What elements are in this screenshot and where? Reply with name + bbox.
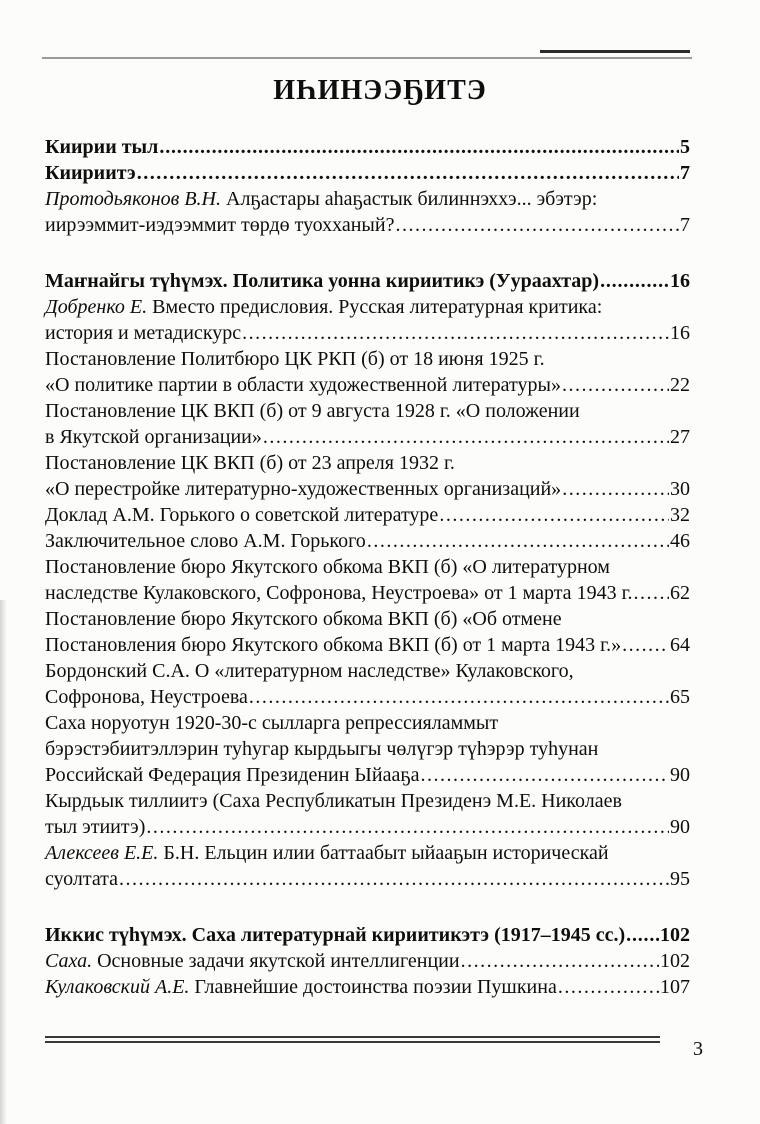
toc-line bbox=[45, 580, 690, 606]
toc-text-segment: Киириитэ bbox=[45, 162, 136, 184]
toc-page-number: 102 bbox=[660, 924, 690, 946]
toc-list bbox=[45, 134, 690, 1000]
dot-leader bbox=[249, 684, 669, 710]
toc-page-number: 16 bbox=[670, 270, 690, 292]
toc-line bbox=[45, 294, 690, 320]
toc-entry-text bbox=[45, 948, 460, 974]
toc-text-segment: Постановление ЦК ВКП (б) от 9 августа 1928 г. «О положении bbox=[45, 400, 580, 422]
toc-author-name: Протодьяконов В.Н. bbox=[45, 188, 221, 210]
dot-leader bbox=[395, 212, 679, 238]
toc-line bbox=[45, 762, 690, 788]
toc-text-segment: наследстве Кулаковского, Софронова, Неустроева» от 1 марта 1943 г. bbox=[45, 582, 633, 604]
toc-line bbox=[45, 554, 690, 580]
toc-entry-text bbox=[45, 922, 625, 948]
toc-text-segment: Постановление Политбюро ЦК РКП (б) от 18 июня 1925 г. bbox=[45, 348, 545, 370]
dot-leader bbox=[562, 372, 669, 398]
toc-line bbox=[45, 736, 690, 762]
toc-entry-text bbox=[45, 476, 561, 502]
toc-entry-text bbox=[45, 528, 366, 554]
toc-heading-line bbox=[45, 134, 690, 160]
toc-page-number: 90 bbox=[670, 764, 690, 786]
toc-page-number: 102 bbox=[660, 950, 690, 972]
toc-line bbox=[45, 398, 690, 424]
toc-entry-text bbox=[45, 788, 622, 814]
toc-author-name: Добренко Е. bbox=[45, 296, 148, 318]
toc-line bbox=[45, 632, 690, 658]
toc-line bbox=[45, 212, 690, 238]
toc-text-segment: бэрэстэбиитэллэрин туһугар кырдьыгы чөлүгэр түһэрэр туһунан bbox=[45, 738, 599, 760]
toc-line bbox=[45, 866, 690, 892]
toc-text-segment: «О перестройке литературно-художественных организаций» bbox=[45, 478, 562, 500]
dot-leader bbox=[461, 948, 659, 974]
toc-page-number: 62 bbox=[670, 582, 690, 604]
dot-leader bbox=[119, 866, 669, 892]
toc-entry-text bbox=[45, 658, 574, 684]
toc-entry-text bbox=[45, 762, 420, 788]
dot-leader bbox=[622, 632, 669, 658]
toc-line bbox=[45, 476, 690, 502]
toc-text-segment: Постановления бюро Якутского обкома ВКП (б) от 1 марта 1943 г.» bbox=[45, 634, 622, 656]
toc-entry-text bbox=[45, 450, 455, 476]
toc-entry-text bbox=[45, 160, 136, 186]
toc-page-number: 16 bbox=[670, 322, 690, 344]
footer-page-number: 3 bbox=[693, 1038, 703, 1060]
toc-entry-text bbox=[45, 372, 561, 398]
toc-author-name: Алексеев Е.Е. bbox=[45, 842, 159, 864]
toc-entry-text bbox=[45, 134, 158, 160]
toc-line bbox=[45, 528, 690, 554]
toc-line bbox=[45, 658, 690, 684]
toc-text-segment: история и метадискурс bbox=[45, 322, 242, 344]
toc-page-number: 32 bbox=[670, 504, 690, 526]
toc-page-number: 5 bbox=[680, 136, 690, 158]
dot-leader bbox=[242, 320, 669, 346]
toc-entry-text bbox=[45, 736, 598, 762]
toc-entry-text bbox=[45, 814, 145, 840]
toc-entry-text bbox=[45, 320, 241, 346]
toc-page-number: 95 bbox=[670, 868, 690, 890]
toc-entry-text bbox=[45, 710, 498, 736]
toc-text-segment: в Якутской организации» bbox=[45, 426, 262, 448]
toc-entry-text bbox=[45, 840, 609, 866]
dot-leader bbox=[159, 134, 679, 160]
toc-author-name: Саха. bbox=[45, 950, 93, 972]
toc-text-segment: Саха норуотун 1920-30-с сылларга репрессияламмыт bbox=[45, 712, 499, 734]
page-title: ИҺИНЭЭҔИТЭ bbox=[273, 75, 487, 106]
toc-line bbox=[45, 788, 690, 814]
toc-text-segment: Б.Н. Ельцин илии баттаабыт ыйааҕын историческай bbox=[158, 842, 609, 864]
toc-text-segment: Софронова, Неустроева bbox=[45, 686, 248, 708]
toc-text-segment: Заключительное слово А.М. Горького bbox=[45, 530, 366, 552]
toc-text-segment: Постановление бюро Якутского обкома ВКП (б) «Об отмене bbox=[45, 608, 562, 630]
toc-text-segment: Постановление ЦК ВКП (б) от 23 апреля 1932 г. bbox=[45, 452, 455, 474]
dot-leader bbox=[367, 528, 669, 554]
toc-text-segment: Российскай Федерация Президенин Ыйааҕа bbox=[45, 764, 420, 786]
toc-heading-line bbox=[45, 160, 690, 186]
toc-page-number: 64 bbox=[670, 634, 690, 656]
toc-text-segment: Алҕастары аһаҕастык билиннэххэ... эбэтэр: bbox=[221, 188, 598, 210]
toc-entry-text bbox=[45, 606, 562, 632]
toc-entry-text bbox=[45, 866, 118, 892]
toc-entry-text bbox=[45, 294, 602, 320]
toc-page-number: 107 bbox=[660, 976, 690, 998]
toc-page-number: 65 bbox=[670, 686, 690, 708]
toc-line bbox=[45, 840, 690, 866]
dot-leader bbox=[137, 160, 679, 186]
scan-edge-artifact bbox=[0, 600, 7, 1124]
footer-double-rule bbox=[45, 1036, 660, 1043]
toc-page-number: 7 bbox=[680, 162, 690, 184]
toc-text-segment: Маҥнайгы түһүмэх. Политика уонна кириитикэ (Уураахтар) bbox=[45, 270, 600, 292]
toc-text-segment: Постановление бюро Якутского обкома ВКП (б) «О литературном bbox=[45, 556, 610, 578]
toc-entry-text bbox=[45, 186, 597, 212]
toc-text-segment: Основные задачи якутской интеллигенции bbox=[92, 950, 460, 972]
toc-page-number: 30 bbox=[670, 478, 690, 500]
toc-entry-text bbox=[45, 974, 557, 1000]
toc-entry-text bbox=[45, 268, 599, 294]
toc-line bbox=[45, 450, 690, 476]
toc-line bbox=[45, 606, 690, 632]
dot-leader bbox=[634, 580, 669, 606]
toc-line bbox=[45, 710, 690, 736]
toc-page-number: 7 bbox=[680, 214, 690, 236]
header-rule-long bbox=[42, 57, 692, 59]
toc-heading-line bbox=[45, 922, 690, 948]
toc-line bbox=[45, 684, 690, 710]
toc-line bbox=[45, 974, 690, 1000]
toc-entry-text bbox=[45, 580, 633, 606]
dot-leader bbox=[439, 502, 669, 528]
toc-entry-text bbox=[45, 346, 545, 372]
toc-text-segment: Иккис түһүмэх. Саха литературнай кириитикэтэ (1917–1945 сс.) bbox=[45, 924, 626, 946]
toc-text-segment: тыл этиитэ) bbox=[45, 816, 146, 838]
toc-entry-text bbox=[45, 502, 438, 528]
header-rule-short bbox=[540, 50, 690, 53]
toc-entry-text bbox=[45, 212, 394, 238]
toc-text-segment: Кырдьык тиллиитэ (Саха Республикатын Президенэ М.Е. Николаев bbox=[45, 790, 622, 812]
toc-line bbox=[45, 372, 690, 398]
dot-leader bbox=[146, 814, 669, 840]
dot-leader bbox=[421, 762, 669, 788]
toc-line bbox=[45, 948, 690, 974]
toc-entry-text bbox=[45, 398, 580, 424]
dot-leader bbox=[626, 922, 659, 948]
toc-text-segment: «О политике партии в области художественной литературы» bbox=[45, 374, 561, 396]
toc-line bbox=[45, 320, 690, 346]
toc-line bbox=[45, 502, 690, 528]
toc-entry-text bbox=[45, 632, 621, 658]
toc-text-segment: Киирии тыл bbox=[45, 136, 159, 158]
toc-page-number: 46 bbox=[670, 530, 690, 552]
toc-line bbox=[45, 424, 690, 450]
toc-entry-text bbox=[45, 424, 262, 450]
toc-page-number: 90 bbox=[670, 816, 690, 838]
dot-leader bbox=[562, 476, 669, 502]
dot-leader bbox=[600, 268, 669, 294]
toc-line bbox=[45, 814, 690, 840]
toc-entry-text bbox=[45, 684, 248, 710]
toc-page-number: 22 bbox=[670, 374, 690, 396]
toc-line bbox=[45, 186, 690, 212]
toc-author-name: Кулаковский А.Е. bbox=[45, 976, 190, 998]
dot-leader bbox=[558, 974, 659, 1000]
toc-text-segment: Доклад А.М. Горького о советской литературе bbox=[45, 504, 439, 526]
toc-line bbox=[45, 346, 690, 372]
toc-text-segment: Бордонский С.А. О «литературном наследстве» Кулаковского, bbox=[45, 660, 574, 682]
toc-text-segment: суолтата bbox=[45, 868, 119, 890]
toc-text-segment: иирээммит-иэдээммит төрдө туохханый? bbox=[45, 214, 395, 236]
toc-page-number: 27 bbox=[670, 426, 690, 448]
toc-heading-line bbox=[45, 268, 690, 294]
toc-entry-text bbox=[45, 554, 610, 580]
toc-text-segment: Вместо предисловия. Русская литературная критика: bbox=[147, 296, 603, 318]
toc-text-segment: Главнейшие достоинства поэзии Пушкина bbox=[189, 976, 557, 998]
dot-leader bbox=[263, 424, 669, 450]
